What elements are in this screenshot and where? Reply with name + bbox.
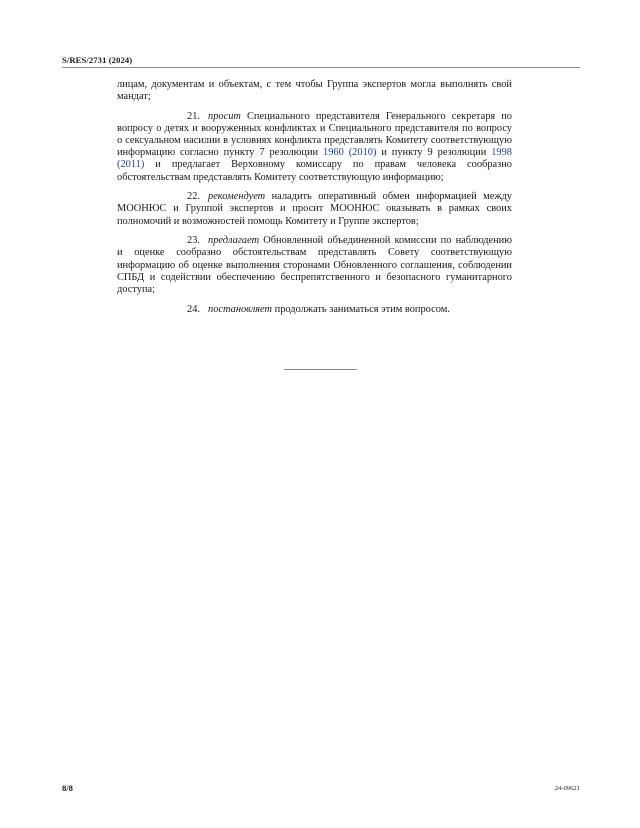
resolution-link-1960[interactable]: 1960 (2010): [323, 147, 377, 159]
end-of-document-rule: [284, 369, 357, 370]
paragraph-text: и пункту 9 резолюции: [376, 147, 492, 159]
paragraph-23: [117, 235, 512, 296]
paragraph-text: продолжать заниматься этим вопросом.: [272, 303, 450, 315]
operative-verb: предлагает: [208, 235, 260, 247]
paragraph-22: [117, 191, 512, 227]
paragraph-number: 24.: [187, 303, 200, 315]
paragraph-24: [117, 304, 512, 316]
continuation-paragraph: лицам, документам и объектам, с тем чтобы Группа экспертов могла выполнять свой мандат;: [117, 79, 512, 103]
operative-verb: постановляет: [208, 303, 273, 315]
operative-verb: просит: [208, 110, 241, 122]
paragraph-number: 21.: [187, 110, 200, 122]
paragraph-text: и предлагает Верховному комиссару по правам человека сообразно обстоятельствам представлять Комитету соответствующую информацию;: [117, 159, 512, 183]
paragraph-number: 22.: [187, 191, 200, 203]
document-symbol: S/RES/2731 (2024): [62, 55, 133, 65]
paragraph-21: [117, 111, 512, 184]
header-divider: [62, 67, 580, 68]
page-number: 8/8: [62, 783, 73, 793]
resolution-link-1998[interactable]: 1998 (2011): [117, 147, 512, 171]
paragraph-number: 23.: [187, 235, 200, 247]
operative-verb: рекомендует: [208, 191, 266, 203]
document-body: [117, 79, 512, 323]
document-code: 24-09621: [554, 785, 580, 792]
paragraph-text: наладить оперативный обмен информацией между МООНЮС и Группой экспертов и просит МООНЮС оказывать в рамках своих полномочий и возможностей помощь Комитету и Группе экспертов;: [117, 191, 512, 227]
paragraph-text: Обновленной объединенной комиссии по наблюдению и оценке сообразно обстоятельствам представлять Совету соответствующую информацию об оценке выполнения сторонами Обновленного соглашения, соблюдении СПБД и содействии обеспечению беспрепятственного и безопасного гуманитарного доступа;: [117, 235, 512, 295]
paragraph-text: Специального представителя Генерального секретаря по вопросу о детях и вооруженных конфликтах и Специального представителя по вопросу о сексуальном насилии в условиях конфликта представлять Комитету соответствующую информацию согласно пункту 7 резолюции: [117, 110, 512, 159]
